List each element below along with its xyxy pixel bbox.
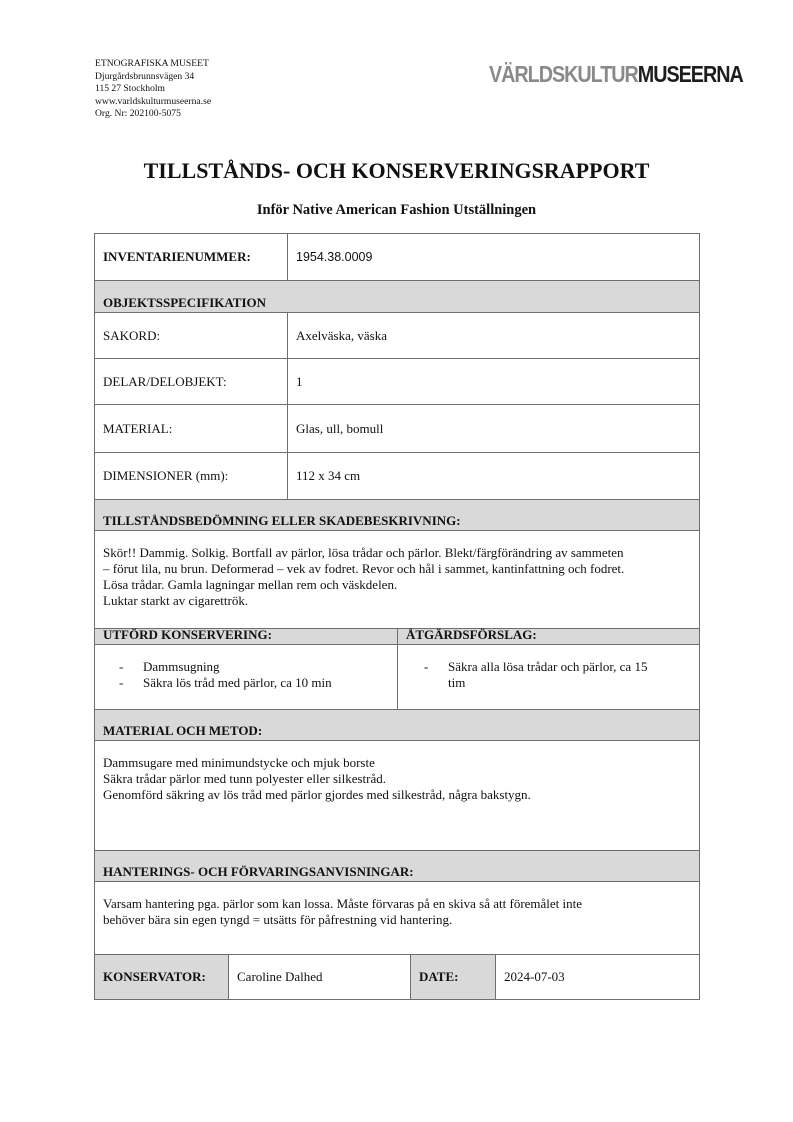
- inventory-row: [95, 234, 699, 280]
- spec-label: SAKORD:: [103, 327, 161, 343]
- method-line: Dammsugare med minimundstycke och mjuk borste: [103, 755, 375, 770]
- condition-body-row: [95, 530, 699, 628]
- inventory-label: INVENTARIENUMMER:: [103, 249, 251, 264]
- condition-heading: TILLSTÅNDSBEDÖMNING ELLER SKADEBESKRIVNING:: [95, 500, 699, 530]
- condition-line: Lösa trådar. Gamla lagningar mellan rem och väskdelen.: [103, 577, 398, 592]
- museum-street: Djurgårdsbrunnsvägen 34: [95, 70, 195, 82]
- method-body-row: [95, 740, 699, 850]
- condition-line: – förut lila, nu brun. Deformerad – vek av fodret. Revor och hål i sammet, kantinfattning och fodret.: [103, 561, 625, 576]
- proposal-item: - Säkra alla lösa trådar och pärlor, ca 15 tim: [424, 659, 664, 691]
- handling-line: Varsam hantering pga. pärlor som kan lossa. Måste förvaras på en skiva så att föremålet inte: [103, 896, 583, 911]
- spec-label: MATERIAL:: [103, 420, 173, 436]
- spec-value: Glas, ull, bomull: [287, 405, 699, 452]
- spec-value: Axelväska, väska: [287, 313, 699, 358]
- logo-part-1: VÄRLDSKULTUR: [489, 61, 638, 87]
- method-line: Genomförd säkring av lös tråd med pärlor gjordes med silkestråd, några bakstygn.: [103, 787, 531, 802]
- conservator-name: Caroline Dalhed: [228, 955, 410, 999]
- method-text: [95, 741, 699, 850]
- museum-web: www.varldskulturmuseerna.se: [95, 95, 212, 107]
- spec-row: [95, 358, 699, 404]
- method-line: Säkra trådar pärlor med tunn polyester eller silkestråd.: [103, 771, 387, 786]
- museum-name: ETNOGRAFISKA MUSEET: [95, 58, 209, 69]
- proposal-list-cell: [397, 645, 699, 709]
- report-table: [94, 233, 700, 1000]
- actions-header-row: [95, 628, 699, 644]
- spec-label: DELAR/DELOBJEKT:: [103, 373, 227, 389]
- performed-list-cell: [95, 645, 397, 709]
- report-subtitle: Inför Native American Fashion Utställningen: [256, 202, 537, 218]
- object-spec-header-row: [95, 280, 699, 312]
- condition-text: [95, 531, 699, 628]
- spec-row: [95, 452, 699, 499]
- handling-body-row: [95, 881, 699, 954]
- condition-header-row: [95, 499, 699, 530]
- inventory-value: 1954.38.0009: [287, 234, 699, 280]
- museum-org: Org. Nr: 202100-5075: [95, 108, 181, 120]
- condition-line: Luktar starkt av cigarettrök.: [103, 593, 249, 608]
- date-label: DATE:: [410, 955, 495, 999]
- method-heading: MATERIAL OCH METOD:: [95, 710, 699, 740]
- condition-line: Skör!! Dammig. Solkig. Bortfall av pärlor, lösa trådar och pärlor. Blekt/färgförändring av sammeten: [103, 545, 624, 560]
- spec-value: 1: [287, 359, 699, 404]
- performed-list: [119, 659, 389, 691]
- handling-text: [95, 882, 699, 954]
- spec-row: [95, 312, 699, 358]
- museum-postal: 115 27 Stockholm: [95, 83, 165, 95]
- conservator-label: KONSERVATOR:: [95, 955, 228, 999]
- spec-row: [95, 404, 699, 452]
- date-value: 2024-07-03: [495, 955, 699, 999]
- spec-label: DIMENSIONER (mm):: [103, 468, 229, 483]
- signature-row: [95, 954, 699, 999]
- performed-item: - Säkra lös tråd med pärlor, ca 10 min: [119, 675, 389, 691]
- report-title: TILLSTÅNDS- OCH KONSERVERINGSRAPPORT: [143, 158, 650, 183]
- logo: [489, 60, 743, 88]
- method-header-row: [95, 709, 699, 740]
- performed-item: - Dammsugning: [119, 659, 389, 675]
- handling-header-row: [95, 850, 699, 881]
- proposal-heading: ÅTGÄRDSFÖRSLAG:: [397, 629, 699, 644]
- logo-part-2: MUSEERNA: [637, 61, 743, 87]
- object-spec-heading: OBJEKTSSPECIFIKATION: [95, 281, 699, 312]
- actions-body-row: [95, 644, 699, 709]
- handling-line: behöver bära sin egen tyngd = utsätts för påfrestning vid hantering.: [103, 912, 453, 927]
- museum-address: [95, 58, 211, 121]
- proposal-list: [424, 659, 664, 691]
- handling-heading: HANTERINGS- OCH FÖRVARINGSANVISNINGAR:: [95, 851, 699, 881]
- performed-heading: UTFÖRD KONSERVERING:: [95, 629, 397, 644]
- spec-value: 112 x 34 cm: [287, 453, 699, 499]
